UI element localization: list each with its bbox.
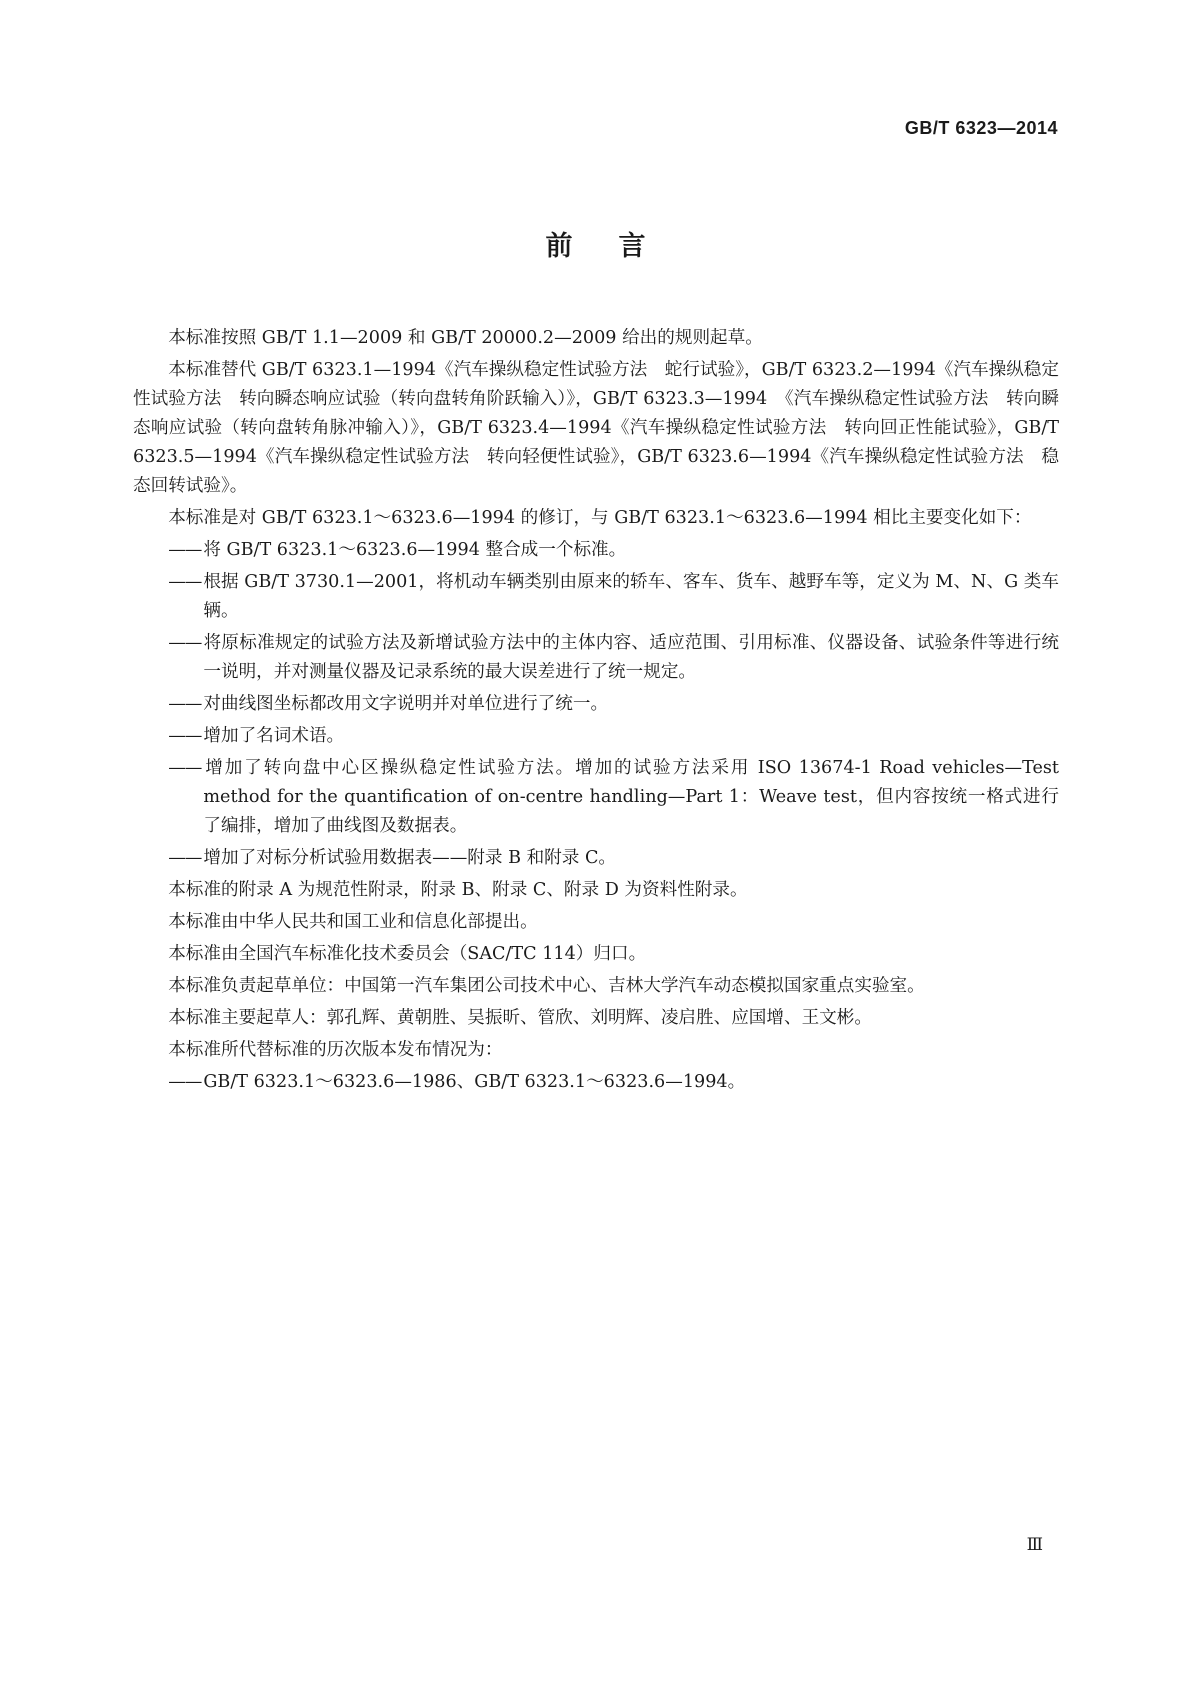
document-body: [133, 324, 1059, 1100]
list-item: [168, 754, 1059, 841]
list-item: [168, 568, 1059, 626]
list-item: [168, 844, 1059, 873]
paragraph-replaced-standards: 本标准替代 GB/T 6323.1—1994《汽车操纵稳定性试验方法 蛇行试验》，GB/T 6323.2—1994《汽车操纵稳定性试验方法 转向瞬态响应试验（转向盘转角阶跃输入）》，GB/T 6323.3—1994 《汽车操纵稳定性试验方法 转向瞬态响应试验（转向盘转角脉冲输入）》，GB/T 6323.4—1994《汽车操纵稳定性试验方法 转向回正性能试验》，GB/T 6323.5—1994《汽车操纵稳定性试验方法 转向轻便性试验》，GB/T 6323.6—1994《汽车操纵稳定性试验方法 稳态回转试验》。: [133, 360, 1059, 496]
list-item: [168, 722, 1059, 751]
paragraph-annex-note: 本标准的附录 A 为规范性附录，附录 B、附录 C、附录 D 为资料性附录。: [168, 880, 748, 900]
list-item: [168, 1068, 1059, 1097]
dash-mark: ——: [168, 848, 202, 868]
paragraph-drafting-rules: 本标准按照 GB/T 1.1—2009 和 GB/T 20000.2—2009 给出的规则起草。: [168, 328, 763, 348]
list-item-text: 将原标准规定的试验方法及新增试验方法中的主体内容、适应范围、引用标准、仪器设备、试验条件等进行统一说明，并对测量仪器及记录系统的最大误差进行了统一规定。: [203, 633, 1059, 682]
list-item-text: 增加了名词术语。: [203, 726, 345, 746]
paragraph-proposed-by: 本标准由中华人民共和国工业和信息化部提出。: [168, 912, 538, 932]
paragraph-drafters: 本标准主要起草人：郭孔辉、黄朝胜、吴振昕、管欣、刘明辉、凌启胜、应国增、王文彬。: [168, 1008, 872, 1028]
list-item-text: 根据 GB/T 3730.1—2001，将机动车辆类别由原来的轿车、客车、货车、越野车等，定义为 M、N、G 类车辆。: [203, 572, 1059, 621]
dash-mark: ——: [168, 540, 202, 560]
list-item: [168, 629, 1059, 687]
list-item: [168, 690, 1059, 719]
list-item-text: 将 GB/T 6323.1～6323.6—1994 整合成一个标准。: [203, 540, 627, 560]
paragraph-managed-by: 本标准由全国汽车标准化技术委员会（SAC/TC 114）归口。: [168, 944, 647, 964]
dash-mark: ——: [168, 633, 202, 653]
paragraph-history-intro: 本标准所代替标准的历次版本发布情况为：: [168, 1040, 503, 1060]
page-number: Ⅲ: [1026, 1535, 1043, 1555]
list-item-text: 对曲线图坐标都改用文字说明并对单位进行了统一。: [203, 694, 609, 714]
dash-mark: ——: [168, 572, 202, 592]
dash-mark: ——: [168, 726, 202, 746]
paragraph-main-changes: 本标准是对 GB/T 6323.1～6323.6—1994 的修订，与 GB/T 6323.1～6323.6—1994 相比主要变化如下：: [168, 508, 1032, 528]
list-item: [168, 536, 1059, 565]
dash-mark: ——: [168, 1072, 202, 1092]
list-item-text: 增加了转向盘中心区操纵稳定性试验方法。增加的试验方法采用 ISO 13674-1 Road vehicles—Test method for the quantification of on-centre handling—Part 1：Weave test，但内容按统一格式进行了编排，增加了曲线图及数据表。: [203, 758, 1059, 836]
dash-mark: ——: [168, 758, 202, 778]
standard-number: GB/T 6323—2014: [904, 118, 1058, 138]
page-title: 前言: [545, 231, 692, 262]
dash-mark: ——: [168, 694, 202, 714]
paragraph-drafting-units: 本标准负责起草单位：中国第一汽车集团公司技术中心、吉林大学汽车动态模拟国家重点实验室。: [168, 976, 925, 996]
list-item-text: 增加了对标分析试验用数据表——附录 B 和附录 C。: [203, 848, 617, 868]
list-item-text: GB/T 6323.1～6323.6—1986、GB/T 6323.1～6323.6—1994。: [203, 1072, 746, 1092]
